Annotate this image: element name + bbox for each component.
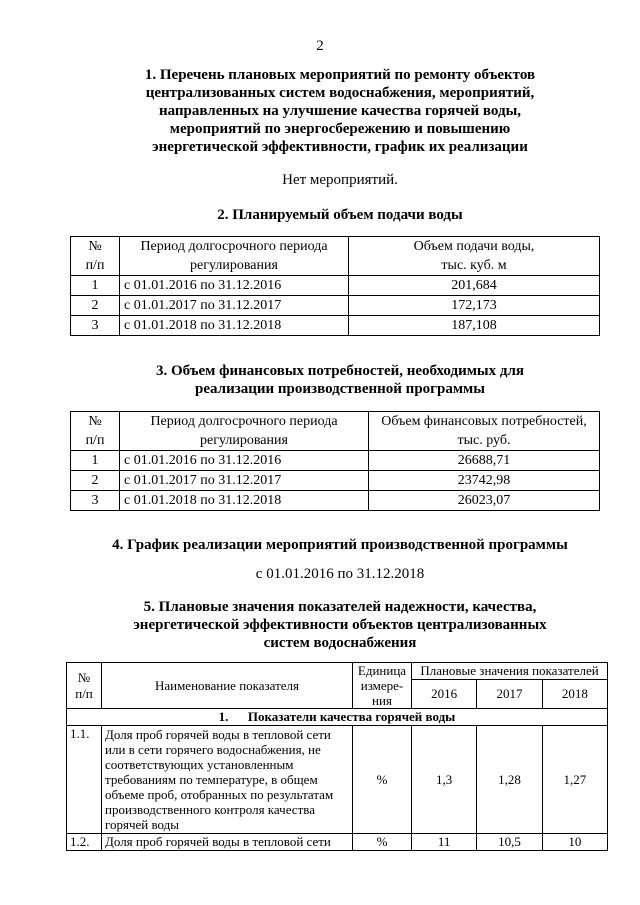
- header-unit: Единица измере- ния: [353, 663, 412, 709]
- section1-heading: [60, 66, 620, 156]
- header-planned: Плановые значения показателей: [412, 663, 608, 680]
- section4-heading: 4. График реализации мероприятий производственной программы: [112, 537, 568, 553]
- row-2016: 11: [412, 834, 477, 851]
- section3-heading-line: 3. Объем финансовых потребностей, необходимых для: [155, 363, 525, 379]
- section1-heading-line: мероприятий по энергосбережению и повышению: [169, 121, 511, 137]
- row-period: с 01.01.2018 по 31.12.2018: [120, 491, 369, 511]
- row-period: с 01.01.2018 по 31.12.2018: [120, 316, 349, 336]
- section5-heading: [60, 598, 620, 652]
- section5-heading-line: энергетической эффективности объектов централизованных: [133, 617, 547, 633]
- section1-text: Нет мероприятий.: [282, 172, 398, 188]
- page-number: 2: [316, 38, 324, 54]
- row-num: 1: [71, 451, 120, 471]
- table-row: [71, 276, 600, 296]
- row-num: 1.1.: [67, 726, 102, 834]
- table-row: [71, 471, 600, 491]
- table-row: [67, 834, 608, 851]
- header-year-2017: 2017: [477, 680, 542, 709]
- section1-heading-line: энергетической эффективности, график их реализации: [152, 139, 528, 155]
- row-2017: 10,5: [477, 834, 542, 851]
- row-2017: 1,28: [477, 726, 542, 834]
- row-unit: %: [353, 834, 412, 851]
- section4-text: с 01.01.2016 по 31.12.2018: [255, 566, 425, 582]
- section3-heading: [60, 362, 620, 398]
- row-num: 3: [71, 316, 120, 336]
- row-period: с 01.01.2016 по 31.12.2016: [120, 276, 349, 296]
- row-2016: 1,3: [412, 726, 477, 834]
- row-num: 2: [71, 471, 120, 491]
- header-year-2016: 2016: [412, 680, 477, 709]
- row-num: 1.2.: [67, 834, 102, 851]
- row-value: 187,108: [349, 316, 600, 336]
- row-num: 2: [71, 296, 120, 316]
- header-num: № п/п: [67, 663, 102, 709]
- row-num: 1: [71, 276, 120, 296]
- section3-heading-line: реализации производственной программы: [195, 381, 485, 397]
- row-unit: %: [353, 726, 412, 834]
- section1-heading-line: направленных на улучшение качества горячей воды,: [158, 103, 522, 119]
- row-value: 172,173: [349, 296, 600, 316]
- header-num: № п/п: [71, 412, 120, 451]
- row-period: с 01.01.2016 по 31.12.2016: [120, 451, 369, 471]
- header-value: Объем подачи воды, тыс. куб. м: [349, 237, 600, 276]
- section5-heading-line: 5. Плановые значения показателей надежности, качества,: [143, 599, 537, 615]
- row-value: 201,684: [349, 276, 600, 296]
- section5-heading-line: систем водоснабжения: [263, 635, 417, 651]
- financial-needs-table: [70, 411, 600, 511]
- water-supply-table: [70, 236, 600, 336]
- header-value: Объем финансовых потребностей, тыс. руб.: [369, 412, 600, 451]
- table-row: [67, 726, 608, 834]
- row-period: с 01.01.2017 по 31.12.2017: [120, 296, 349, 316]
- row-2018: 10: [542, 834, 607, 851]
- table-row: [71, 491, 600, 511]
- table-row: [71, 316, 600, 336]
- row-name: Доля проб горячей воды в тепловой сети или в сети горячего водоснабжения, не соответствующих установленным требованиям по температуре, в общем объеме проб, отобранных по результатам производственного контроля качества горячей воды: [102, 726, 353, 834]
- header-name: Наименование показателя: [102, 663, 353, 709]
- header-num: № п/п: [71, 237, 120, 276]
- row-period: с 01.01.2017 по 31.12.2017: [120, 471, 369, 491]
- table-row: [71, 451, 600, 471]
- group-row: [67, 709, 608, 726]
- group-title: 1. Показатели качества горячей воды: [67, 709, 608, 726]
- section1-heading-line: централизованных систем водоснабжения, мероприятий,: [145, 85, 535, 101]
- section1-heading-line: 1. Перечень плановых мероприятий по ремонту объектов: [144, 67, 536, 83]
- row-num: 3: [71, 491, 120, 511]
- header-period: Период долгосрочного периода регулирования: [120, 412, 369, 451]
- header-period: Период долгосрочного периода регулирования: [120, 237, 349, 276]
- header-year-2018: 2018: [542, 680, 607, 709]
- table-row: [71, 296, 600, 316]
- section2-heading: 2. Планируемый объем подачи воды: [217, 207, 463, 223]
- row-2018: 1,27: [542, 726, 607, 834]
- row-name: Доля проб горячей воды в тепловой сети: [102, 834, 353, 851]
- indicators-table: [66, 662, 608, 851]
- row-value: 26023,07: [369, 491, 600, 511]
- row-value: 26688,71: [369, 451, 600, 471]
- row-value: 23742,98: [369, 471, 600, 491]
